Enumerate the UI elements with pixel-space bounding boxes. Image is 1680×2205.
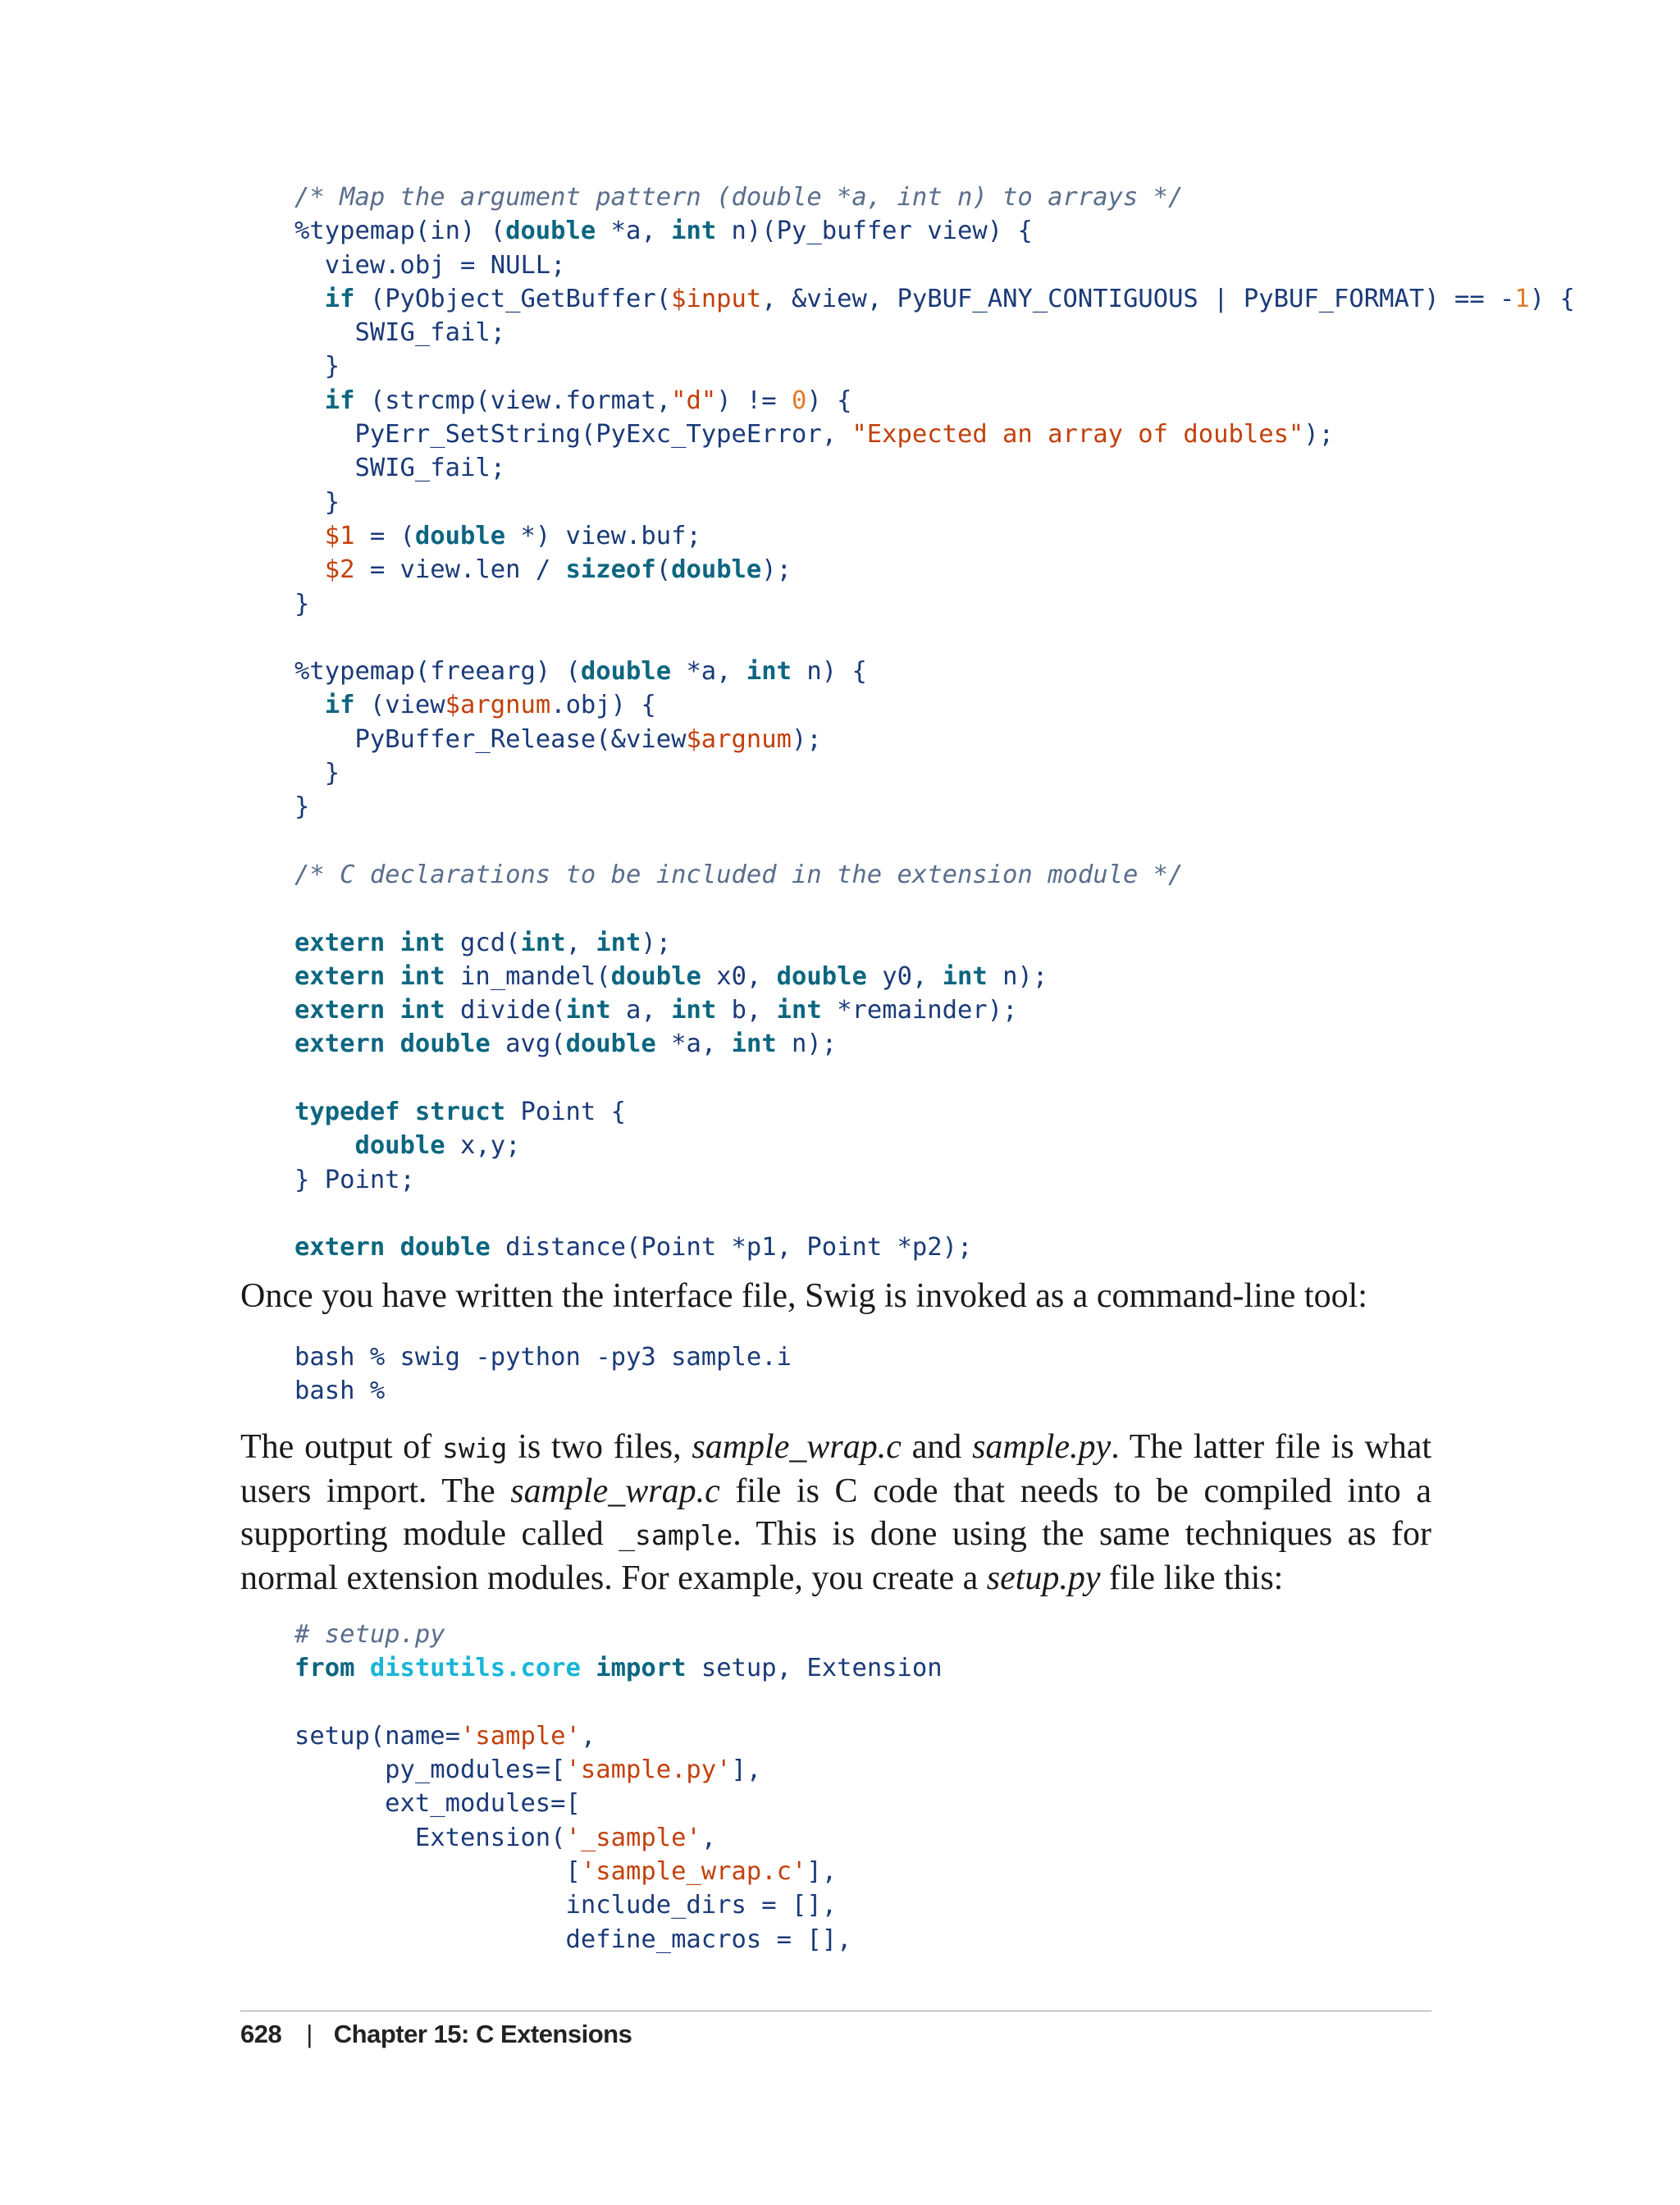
code-line (294, 892, 1575, 925)
code-line: from distutils.core import setup, Extension (294, 1654, 943, 1683)
code-line: Extension('_sample', (294, 1823, 717, 1852)
chapter-title: Chapter 15: C Extensions (333, 2020, 632, 2048)
code-line: /* Map the argument pattern (double *a, int n) to arrays */ (294, 183, 1184, 212)
code-line: include_dirs = [], (294, 1891, 838, 1920)
footer-separator: | (306, 2020, 313, 2048)
code-line: bash % swig -python -py3 sample.i (294, 1343, 792, 1372)
body-paragraph-swig-output: The output of swig is two files, sample_wrap.c and sample.py. The latter file is what users import. The sample_wrap.c file is C code that needs to be compiled into a supporting module called _sample. This is done using the same techniques as for normal extension modules. For example, you create a setup.py file like this: (240, 1428, 1432, 1597)
code-line: extern double distance(Point *p1, Point *p2); (294, 1233, 973, 1262)
code-line: # setup.py (294, 1620, 445, 1649)
code-line: extern int divide(int a, int b, int *remainder); (294, 996, 1018, 1025)
code-line: extern double avg(double *a, int n); (294, 1029, 838, 1059)
body-paragraph-intro: Once you have written the interface file, Swig is invoked as a command-line tool: (240, 1277, 1367, 1315)
code-line: SWIG_fail; (294, 318, 506, 348)
code-line: } (294, 792, 310, 822)
code-line: } (294, 759, 340, 788)
code-line: PyBuffer_Release(&view$argnum); (294, 724, 822, 754)
code-line: } (294, 487, 340, 517)
code-line: view.obj = NULL; (294, 250, 566, 280)
code-line (294, 1686, 943, 1719)
code-line: setup(name='sample', (294, 1721, 596, 1751)
code-line: if (PyObject_GetBuffer($input, &view, PyBUF_ANY_CONTIGUOUS | PyBUF_FORMAT) == -1) { (324, 284, 1575, 313)
code-line: bash % (294, 1376, 386, 1406)
code-line: PyErr_SetString(PyExc_TypeError, "Expected an array of doubles"); (294, 420, 1335, 450)
code-line: %typemap(in) (double *a, int n)(Py_buffer view) { (294, 217, 1033, 246)
code-line: $1 = (double *) view.buf; (324, 521, 701, 550)
code-line: if (view$argnum.obj) { (324, 691, 656, 720)
code-line: %typemap(freearg) (double *a, int n) { (294, 657, 867, 687)
code-line: ['sample_wrap.c'], (294, 1857, 838, 1887)
code-line: $2 = view.len / sizeof(double); (324, 555, 792, 585)
code-block-swig-interface (294, 180, 1575, 1265)
code-line: py_modules=['sample.py'], (294, 1755, 762, 1785)
code-line: typedef struct Point { (294, 1098, 627, 1127)
code-line: ext_modules=[ (294, 1789, 581, 1819)
code-line: define_macros = [], (294, 1924, 852, 1954)
code-line: double x,y; (354, 1131, 521, 1161)
code-line (294, 1197, 1575, 1230)
code-line: extern int in_mandel(double x0, double y0, int n); (294, 961, 1048, 991)
code-line: } (294, 589, 310, 619)
code-line (294, 621, 1575, 655)
code-line (294, 824, 1575, 858)
code-line: } Point; (294, 1165, 415, 1194)
page-footer (240, 2020, 632, 2049)
code-line: } (294, 352, 340, 381)
code-line: if (strcmp(view.format,"d") != 0) { (324, 386, 852, 415)
code-line: extern int gcd(int, int); (294, 928, 672, 957)
page-number: 628 (240, 2020, 282, 2048)
code-block-setup-py (294, 1618, 943, 1956)
code-line: /* C declarations to be included in the extension module */ (294, 860, 1184, 889)
code-block-shell-command (294, 1340, 792, 1408)
code-line (294, 1061, 1575, 1095)
code-line: SWIG_fail; (294, 454, 506, 483)
